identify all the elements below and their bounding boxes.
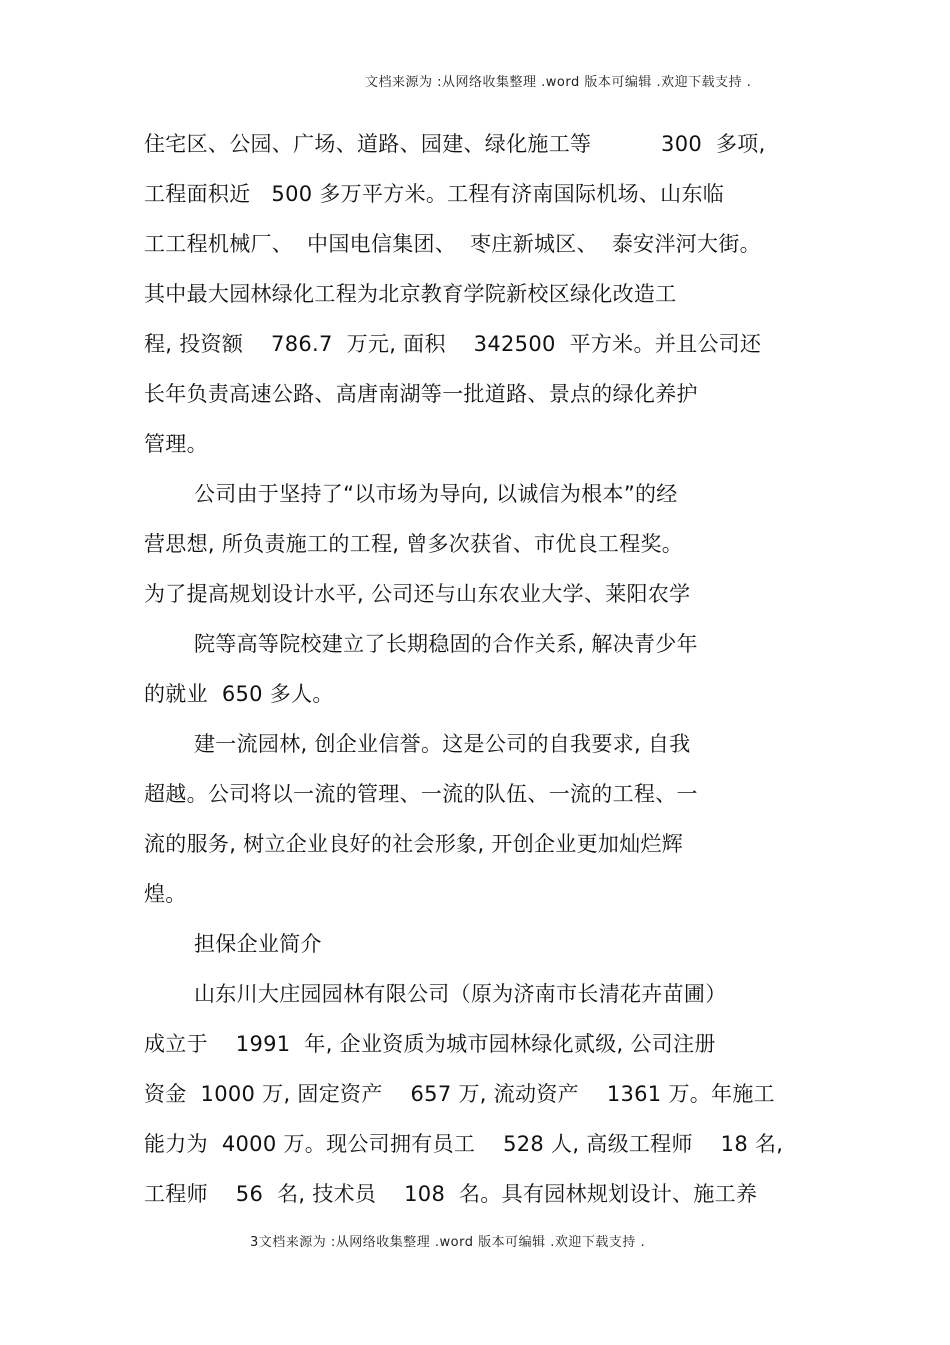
body-line: 其中最大园林绿化工程为北京教育学院新校区绿化改造工 xyxy=(144,282,677,306)
body-line: 为了提高规划设计水平, 公司还与山东农业大学、莱阳农学 xyxy=(144,582,691,606)
section-heading: 担保企业简介 xyxy=(194,932,322,956)
body-line: 公司由于坚持了“以市场为导向, 以诚信为根本”的经 xyxy=(194,482,678,506)
body-line: 长年负责高速公路、高唐南湖等一批道路、景点的绿化养护 xyxy=(144,382,698,406)
body-line: 管理。 xyxy=(144,432,208,456)
body-line: 住宅区、公园、广场、道路、园建、绿化施工等 300 多项, xyxy=(144,132,766,156)
body-line: 能力为 4000 万。现公司拥有员工 528 人, 高级工程师 18 名, xyxy=(144,1132,784,1156)
body-line: 建一流园林, 创企业信誉。这是公司的自我要求, 自我 xyxy=(194,732,691,756)
body-line: 超越。公司将以一流的管理、一流的队伍、一流的工程、一 xyxy=(144,782,698,806)
body-line: 工工程机械厂、 中国电信集团、 枣庄新城区、 泰安泮河大街。 xyxy=(144,232,761,256)
body-line: 工程面积近 500 多万平方米。工程有济南国际机场、山东临 xyxy=(144,182,725,206)
body-line: 成立于 1991 年, 企业资质为城市园林绿化贰级, 公司注册 xyxy=(144,1032,716,1056)
page-footer: 3文档来源为 :从网络收集整理 .word 版本可编辑 .欢迎下载支持 . xyxy=(250,1235,646,1250)
body-line: 流的服务, 树立企业良好的社会形象, 开创企业更加灿烂辉 xyxy=(144,832,684,856)
body-line: 院等高等院校建立了长期稳固的合作关系, 解决青少年 xyxy=(194,632,698,656)
body-line: 资金 1000 万, 固定资产 657 万, 流动资产 1361 万。年施工 xyxy=(144,1082,775,1106)
body-line: 山东川大庄园园林有限公司（原为济南市长清花卉苗圃） xyxy=(194,982,727,1006)
body-line: 工程师 56 名, 技术员 108 名。具有园林规划设计、施工养 xyxy=(144,1182,758,1206)
body-line: 营思想, 所负责施工的工程, 曾多次获省、市优良工程奖。 xyxy=(144,532,684,556)
page-header: 文档来源为 :从网络收集整理 .word 版本可编辑 .欢迎下载支持 . xyxy=(365,75,752,90)
body-line: 煌。 xyxy=(144,882,187,906)
body-line: 的就业 650 多人。 xyxy=(144,682,334,706)
body-line: 程, 投资额 786.7 万元, 面积 342500 平方米。并且公司还 xyxy=(144,332,762,356)
